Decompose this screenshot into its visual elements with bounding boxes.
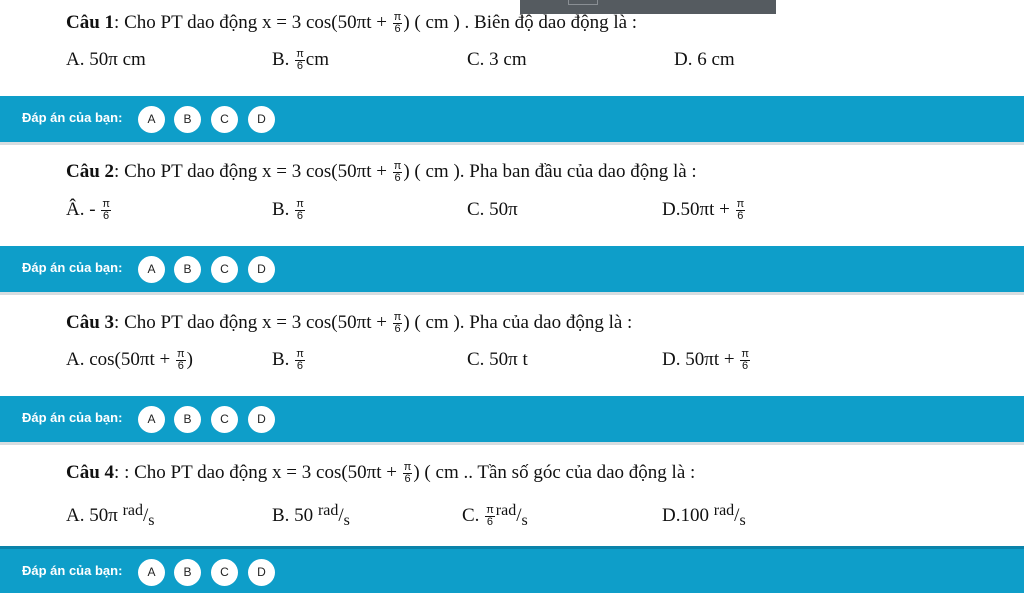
answer-choice-a[interactable]: A: [138, 559, 165, 586]
answer-bar-3: [0, 396, 1024, 442]
answer-choice-a[interactable]: A: [138, 406, 165, 433]
option-a: A. 50π $^{rad}/_s$: [66, 502, 155, 529]
toolbar-handle[interactable]: [568, 0, 598, 5]
option-d: D.50πt + $\frac{\pi}{6}$: [662, 198, 745, 223]
option-c: C. $\frac{\pi}{6}$ $^{rad}/_s$: [462, 502, 528, 529]
answer-choice-d[interactable]: D: [248, 406, 275, 433]
answer-bar-label: Đáp án của bạn:: [22, 110, 123, 125]
answer-choice-b[interactable]: B: [174, 256, 201, 283]
question-2-text: Câu 2: Cho PT dao động x = 3 cos(50πt + $\frac{\pi}{6}$ ) ( cm ). Pha ban đầu của dao động là :: [66, 160, 697, 185]
answer-choice-c[interactable]: C: [211, 406, 238, 433]
question-3-text: Câu 3: Cho PT dao động x = 3 cos(50πt + $\frac{\pi}{6}$ ) ( cm ). Pha của dao động là :: [66, 311, 633, 336]
option-a: A. 50π cm: [66, 49, 146, 70]
option-d: D. 50πt + $\frac{\pi}{6}$: [662, 348, 749, 373]
divider: [0, 142, 1024, 145]
answer-choice-b[interactable]: B: [174, 406, 201, 433]
option-b: B. $\frac{\pi}{6}$: [272, 198, 304, 223]
answer-choice-d[interactable]: D: [248, 559, 275, 586]
answer-bar-label: Đáp án của bạn:: [22, 410, 123, 425]
option-d: D. 6 cm: [674, 49, 735, 70]
option-c: C. 50π t: [467, 349, 528, 370]
option-b: B. $\frac{\pi}{6}$: [272, 348, 304, 373]
answer-bar-4: [0, 546, 1024, 593]
option-a: Â. - $\frac{\pi}{6}$: [66, 198, 110, 223]
option-b: B. $\frac{\pi}{6}$ cm: [272, 48, 329, 73]
option-a: A. cos(50πt + $\frac{\pi}{6}$ ): [66, 348, 193, 373]
answer-choice-a[interactable]: A: [138, 256, 165, 283]
fraction: $\frac{\pi}{6}$: [393, 11, 402, 36]
fraction: $\frac{\pi}{6}$: [393, 160, 402, 185]
question-label: Câu 3: [66, 312, 115, 333]
option-c: C. 50π: [467, 199, 518, 220]
answer-choice-a[interactable]: A: [138, 106, 165, 133]
question-label: Câu 4: [66, 462, 115, 483]
answer-choice-d[interactable]: D: [248, 256, 275, 283]
question-label: Câu 1: [66, 12, 115, 33]
answer-choice-b[interactable]: B: [174, 106, 201, 133]
answer-choice-c[interactable]: C: [211, 106, 238, 133]
question-4-text: Câu 4: : Cho PT dao động x = 3 cos(50πt + $\frac{\pi}{6}$ ) ( cm .. Tần số góc của dao động là :: [66, 461, 696, 486]
option-c: C. 3 cm: [467, 49, 527, 70]
answer-bar-label: Đáp án của bạn:: [22, 563, 123, 578]
answer-choice-b[interactable]: B: [174, 559, 201, 586]
answer-bar-label: Đáp án của bạn:: [22, 260, 123, 275]
option-d: D.100 $^{rad}/_s$: [662, 502, 746, 529]
fraction: $\frac{\pi}{6}$: [403, 461, 412, 486]
answer-bar-1: [0, 96, 1024, 142]
answer-choice-d[interactable]: D: [248, 106, 275, 133]
question-1-text: Câu 1: Cho PT dao động x = 3 cos(50πt + $\frac{\pi}{6}$ ) ( cm ) . Biên độ dao động là :: [66, 11, 638, 36]
option-b: B. 50 $^{rad}/_s$: [272, 502, 350, 529]
answer-choice-c[interactable]: C: [211, 256, 238, 283]
divider: [0, 292, 1024, 295]
fraction: $\frac{\pi}{6}$: [393, 311, 402, 336]
answer-bar-2: [0, 246, 1024, 292]
divider: [0, 442, 1024, 445]
answer-choice-c[interactable]: C: [211, 559, 238, 586]
question-label: Câu 2: [66, 161, 115, 182]
